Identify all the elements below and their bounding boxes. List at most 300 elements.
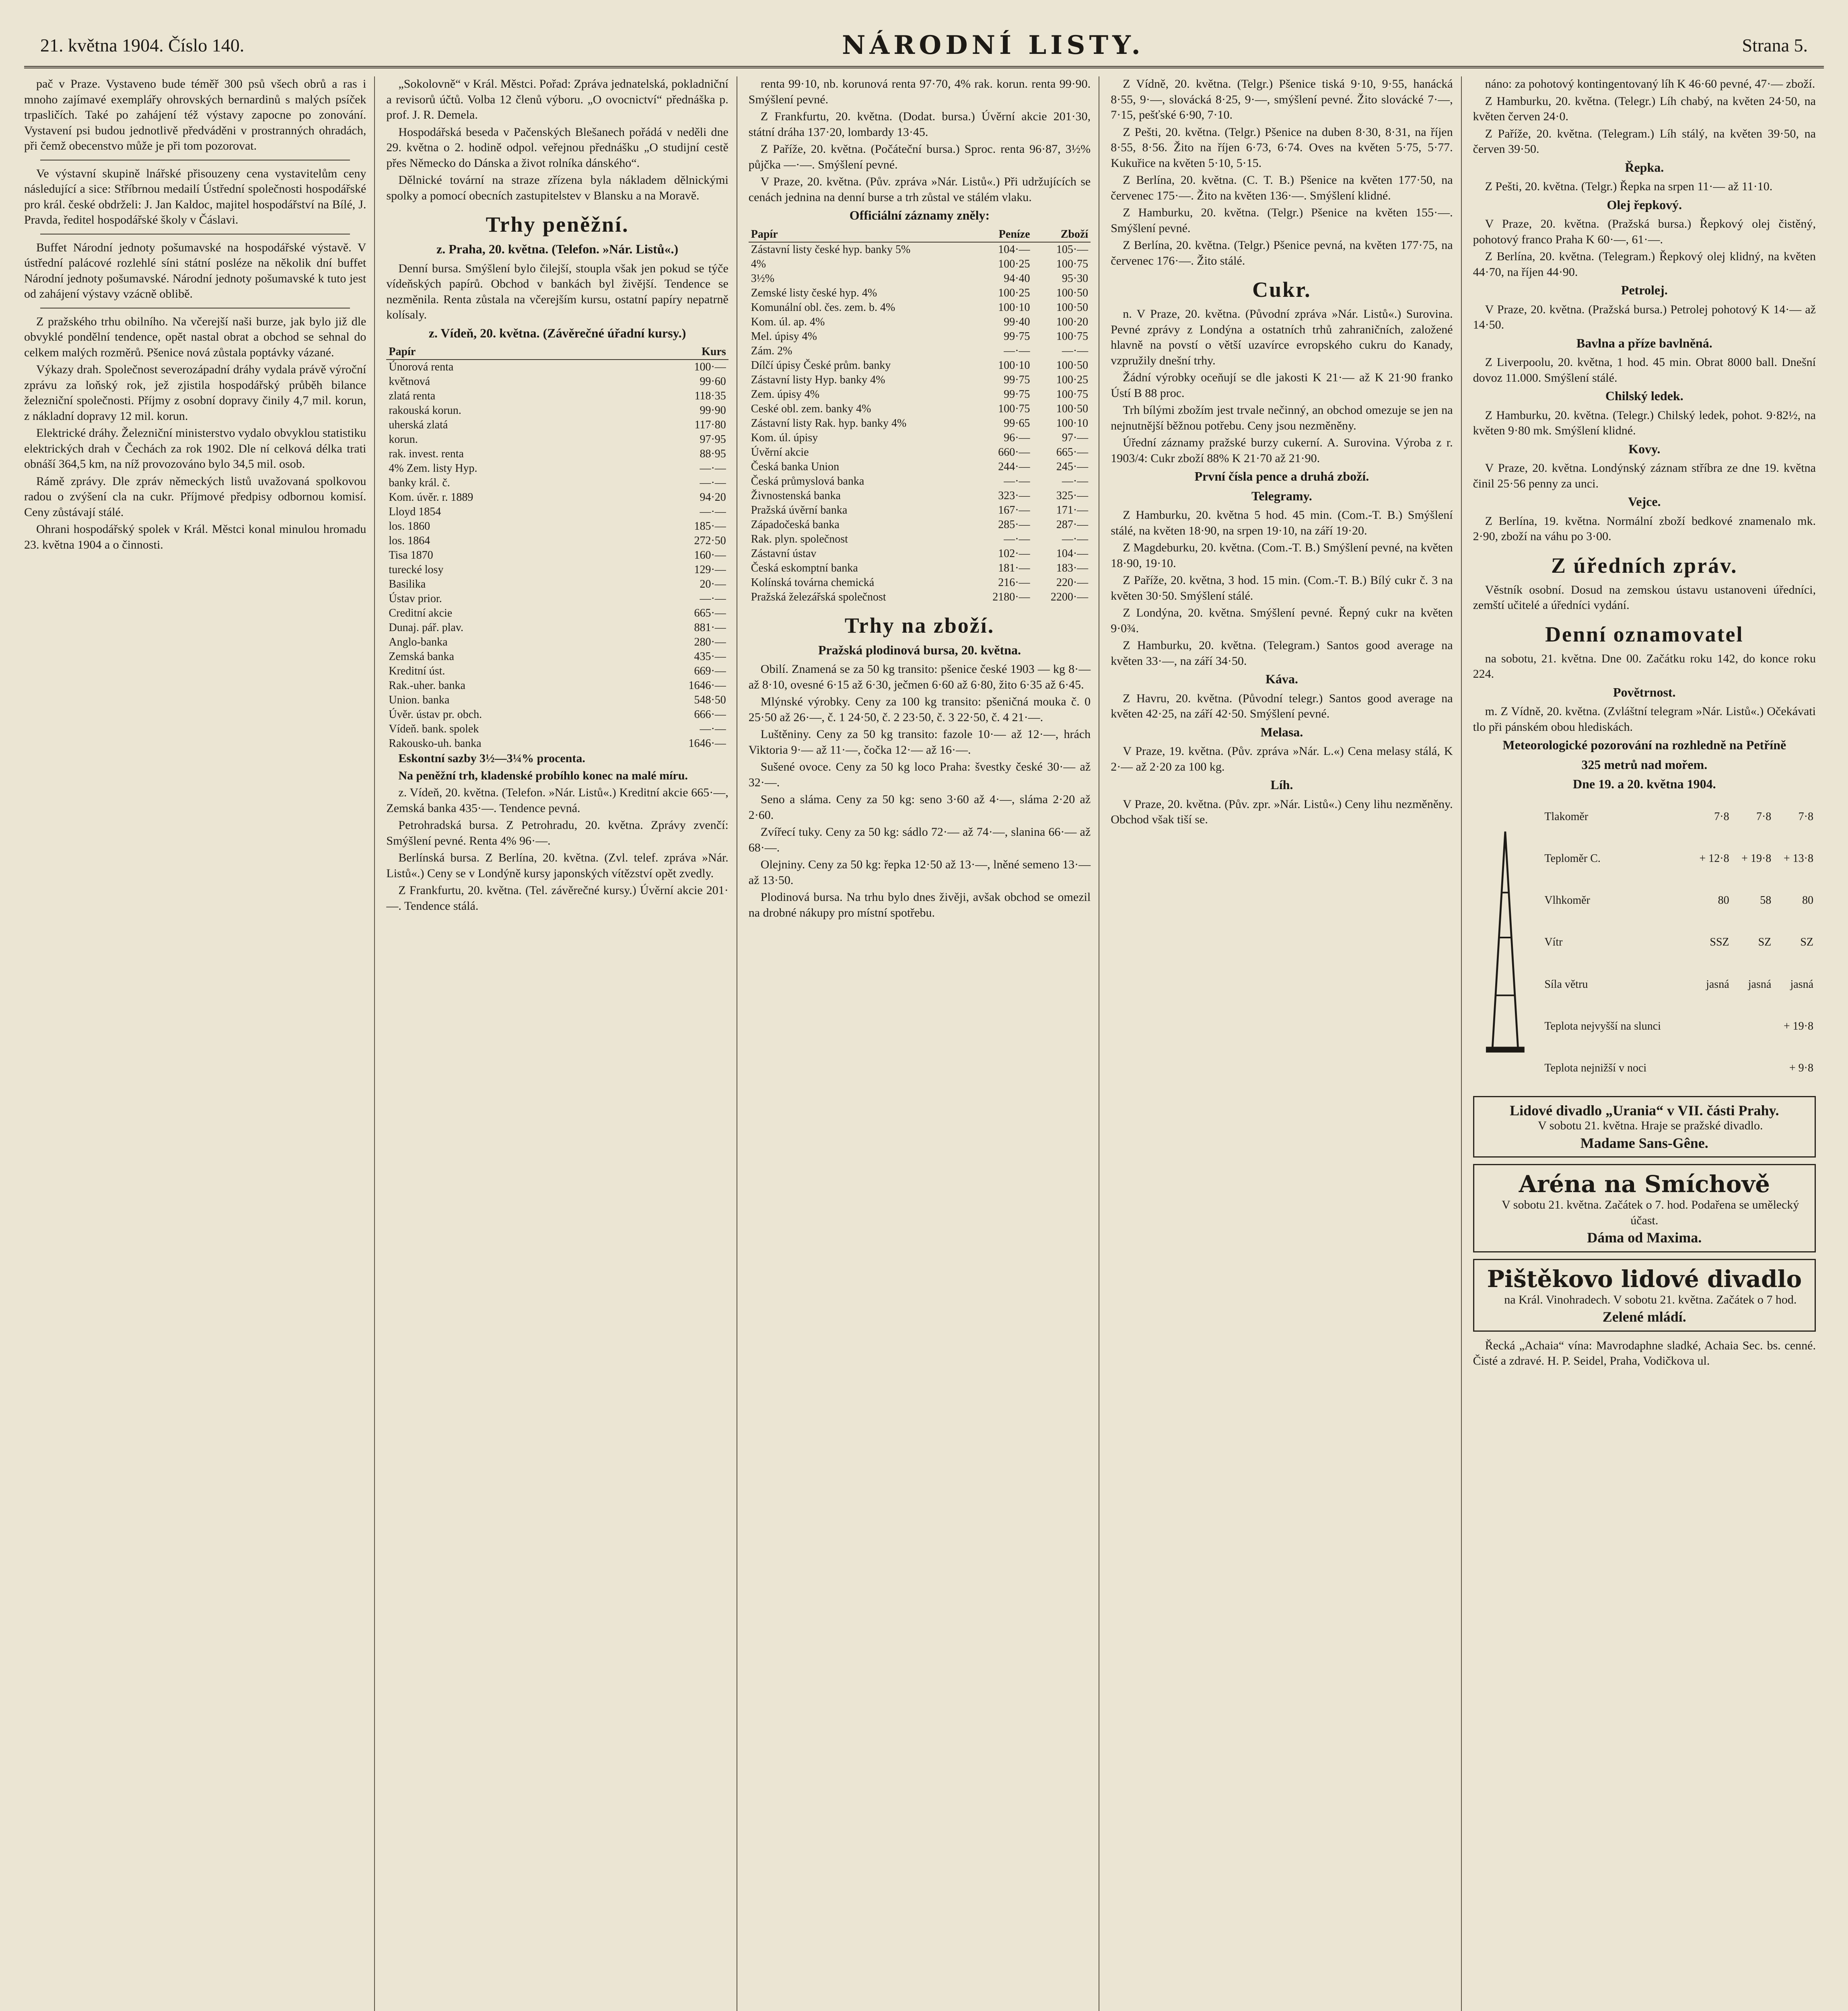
paragraph: na sobotu, 21. května. Dne 00. Začátku roku 142, do konce roku 224.: [1473, 652, 1816, 681]
table-cell: 95·30: [1062, 272, 1089, 285]
table-cell: Vídeň. bank. spolek: [389, 723, 479, 735]
table-cell: 7·8: [1714, 810, 1729, 823]
table-cell: [1690, 1047, 1732, 1089]
table-cell: Česká průmyslová banka: [751, 475, 864, 487]
prices-title: Officiální záznamy zněly:: [849, 208, 990, 222]
table-cell: Teploměr C.: [1544, 852, 1601, 865]
table-cell: jasná: [1706, 978, 1729, 991]
rapeseed-title: Řepka.: [1625, 160, 1664, 175]
table-row: [386, 606, 728, 621]
paragraph: „Sokolovně“ v Král. Městci. Pořad: Zpráva jednatelská, pokladniční a revisorů účtů. Volba 12 členů výboru. „O ovocnictví“ přednáška p. prof. J. R. Demela.: [386, 77, 728, 121]
paragraph: n. V Praze, 20. května. (Původní zpráva »Nár. Listů«.) Surovina. Pevné zprávy z Londýna a ostatních trhů zahraničních, založené hlavně na povstí o větší uzavírce evropského cukru do Kanady, vzpružily dnešní trhy.: [1111, 307, 1453, 367]
paragraph: V Praze, 20. května. (Pův. zpráva »Nár. Listů«.) Při udržujících se cenách jednina na denní burse a trh zůstal ve stálém vlaku.: [748, 175, 1091, 204]
paragraph: V Praze, 20. května. (Pražská bursa.) Petrolej pohotový K 14·— až 14·50.: [1473, 302, 1816, 331]
table-cell: 99·75: [1004, 330, 1030, 343]
table-cell: —·—: [700, 462, 726, 475]
paragraph: Z Hamburku, 20. května. (Telgr.) Pšenice na květen 155·—. Smýšlení pevné.: [1111, 206, 1453, 235]
table-cell: 100·10: [1056, 417, 1089, 430]
table-row: [386, 432, 728, 447]
table-cell: Úvěrní akcie: [751, 446, 809, 459]
table-row: [386, 664, 728, 679]
table-row: [386, 476, 728, 490]
section-title-commodity-markets: Trhy na zboží.: [844, 613, 995, 637]
table-cell: 97·—: [1062, 431, 1089, 444]
rates-table: [386, 345, 728, 751]
table-row: [749, 431, 1091, 445]
column-5: [1473, 76, 1824, 2011]
paragraph: Denní bursa. Smýšlení bylo čilejší, stoupla však jen pokud se týče vídeňských papírů. Obchod v bankách byl živější. Tendence se nezměnila. Renta zůstala na včerejším kursu, ostatní papíry nepatrně kolísaly.: [386, 261, 728, 321]
telegrams-title: Telegramy.: [1251, 488, 1312, 503]
table-cell: 245·—: [1056, 460, 1089, 473]
table-cell: —·—: [700, 506, 726, 518]
table-row: [749, 315, 1091, 329]
table-cell: 881·—: [694, 621, 726, 634]
table-cell: 666·—: [694, 708, 726, 721]
table-cell: 100·75: [1056, 257, 1089, 270]
table-cell: Západočeská banka: [751, 518, 840, 531]
table-cell: —·—: [700, 477, 726, 489]
table-cell: Kolínská továrna chemická: [751, 576, 875, 589]
table-row: [386, 418, 728, 432]
table-cell: —·—: [1004, 533, 1030, 545]
table-cell: 220·—: [1056, 576, 1089, 589]
table-row: [749, 402, 1091, 416]
table-row: [749, 518, 1091, 532]
paragraph: Plodinová bursa. Na trhu bylo dnes živěji, avšak obchod se omezil na drobné nákupy pro místní spotřebu.: [748, 890, 1091, 919]
table-row: [749, 547, 1091, 561]
table-header: Papír: [386, 345, 625, 360]
paragraph: Žádní výrobky oceňují se dle jakosti K 21·— až K 21·90 franko Ústí B 88 proc.: [1111, 371, 1453, 400]
paragraph: Z Frankfurtu, 20. května. (Dodat. bursa.) Úvěrní akcie 201·30, státní dráha 137·20, lombardy 13·45.: [748, 110, 1091, 139]
table-cell: 80: [1718, 894, 1729, 907]
page-header: [24, 24, 1824, 68]
table-cell: 323·—: [998, 489, 1030, 502]
table-cell: + 19·8: [1741, 852, 1772, 865]
paragraph: Z Hamburku, 20. května. (Telegr.) Chilský ledek, pohot. 9·82½, na květen 9·80 mk. Smýšlení klidné.: [1473, 408, 1816, 437]
table-header: Kurs: [625, 345, 728, 360]
coffee-title: Káva.: [1265, 672, 1298, 686]
table-cell: Dílčí úpisy České prům. banky: [751, 359, 891, 372]
table-cell: —·—: [1062, 475, 1089, 487]
paragraph: Z Liverpoolu, 20. května, 1 hod. 45 min. Obrat 8000 ball. Dnešní dovoz 11.000. Smýšlení stálé.: [1473, 356, 1816, 385]
paragraph: Z pražského trhu obilního. Na včerejší naši burze, jak bylo již dle obvyklé pondělní tendence, opět nastal obrat a obchod se sehnal do celkem malých rozměrů. Pšenice nová zůstala poptávky vázané.: [24, 315, 366, 359]
paragraph: V Praze, 20. května. (Pův. zpr. »Nár. Listů«.) Ceny lihu nezměněny. Obchod však tiší se.: [1111, 797, 1453, 826]
table-cell: + 12·8: [1699, 852, 1729, 865]
paragraph: Z Hamburku, 20. května. (Telegram.) Santos good average na květen 33·—, na září 34·50.: [1111, 639, 1453, 668]
table-cell: Živnostenská banka: [751, 489, 841, 502]
table-cell: los. 1860: [389, 520, 430, 533]
table-row: [386, 505, 728, 519]
table-cell: 669·—: [694, 665, 726, 677]
section-title-money-markets: Trhy peněžní.: [486, 212, 629, 236]
table-cell: Zástavní ústav: [751, 547, 817, 560]
table-cell: Ústav prior.: [389, 592, 442, 605]
table-row: [1542, 964, 1816, 1006]
table-row: [386, 722, 728, 736]
paragraph: V Praze, 20. května. Londýnský záznam stříbra ze dne 19. května činil 25·56 penny za unci.: [1473, 461, 1816, 490]
play-title: Dáma od Maxima.: [1587, 1230, 1702, 1246]
table-cell: 102·—: [998, 547, 1030, 560]
paragraph: Z Vídně, 20. května. (Telgr.) Pšenice tiská 9·10, 9·55, hanácká 8·55, 9·—, slovácká 8·25, 9·—, smýšlení pevné. Žito slovácké 7·—, 7·15, pešťské 6·90, 7·10.: [1111, 77, 1453, 121]
arena-title: Aréna na Smíchově: [1519, 1170, 1770, 1198]
paragraph: Z Berlína, 20. května. (Telgr.) Pšenice pevná, na květen 177·75, na červenec 176·—. Žito stálé.: [1111, 239, 1453, 267]
table-cell: 1646·—: [688, 679, 726, 692]
table-row: [749, 590, 1091, 605]
table-cell: 216·—: [998, 576, 1030, 589]
table-cell: 100·10: [998, 359, 1030, 372]
meteo-title: Meteorologické pozorování na rozhledně na Petříně: [1502, 738, 1786, 752]
table-row: [749, 300, 1091, 315]
table-row: [386, 519, 728, 534]
table-row: [386, 403, 728, 418]
table-cell: 104·—: [1056, 547, 1089, 560]
molasses-title: Melasa.: [1260, 724, 1303, 739]
paragraph: V sobotu 21. května. Začátek o 7. hod. Podařena se umělecký účast.: [1502, 1198, 1799, 1227]
metals-title: Kovy.: [1628, 441, 1661, 456]
table-cell: 287·—: [1056, 518, 1089, 531]
table-cell: Zástavní listy české hyp. banky 5%: [751, 243, 911, 256]
table-cell: Komunální obl. čes. zem. b. 4%: [751, 301, 895, 314]
paragraph: Na peněžní trh, kladenské probíhlo konec na malé míru.: [398, 769, 688, 782]
paragraph: Z Havru, 20. května. (Původní telegr.) Santos good average na květen 42·25, na září 42·50. Smýšlení pevné.: [1111, 691, 1453, 720]
section-title-sugar: Cukr.: [1252, 278, 1311, 302]
pistek-theatre-box: [1473, 1259, 1816, 1332]
table-row: [749, 286, 1091, 300]
table-cell: 99·65: [1004, 417, 1030, 430]
table-cell: 100·50: [1056, 359, 1089, 372]
table-cell: —·—: [1062, 344, 1089, 357]
table-cell: 100·25: [1056, 373, 1089, 386]
paragraph: Obilí. Znamená se za 50 kg transito: pšenice české 1903 — kg 8·— až 8·10, ovesné 6·15 až 6·30, ječmen 6·60 až 6·80, žito 6·35 až 6·45.: [748, 662, 1091, 691]
table-cell: Anglo-banka: [389, 636, 448, 648]
table-cell: Rakousko-uh. banka: [389, 737, 482, 750]
table-cell: 100·10: [998, 301, 1030, 314]
masthead-title: NÁRODNÍ LISTY.: [842, 30, 1144, 60]
table-row: [749, 373, 1091, 387]
paragraph: Olejniny. Ceny za 50 kg: řepka 12·50 až 13·—, lněné semeno 13·— až 13·50.: [748, 858, 1091, 887]
table-cell: 285·—: [998, 518, 1030, 531]
paragraph: Sušené ovoce. Ceny za 50 kg loco Praha: švestky české 30·— až 32·—.: [748, 760, 1091, 789]
table-cell: Úvěr. ústav pr. obch.: [389, 708, 482, 721]
table-cell: Creditní akcie: [389, 607, 453, 619]
table-cell: 4% Zem. listy Hyp.: [389, 462, 477, 475]
spirits-title: Líh.: [1270, 777, 1293, 792]
table-cell: [1732, 1047, 1774, 1089]
table-row: [749, 474, 1091, 489]
paragraph: V Praze, 19. května. (Pův. zpráva »Nár. L.«) Cena melasy stálá, K 2·— až 2·20 za 100 kg.: [1111, 744, 1453, 773]
table-cell: banky král. č.: [389, 477, 450, 489]
paragraph: Z Londýna, 20. května. Smýšlení pevné. Řepný cukr na květen 9·0¾.: [1111, 606, 1453, 635]
table-cell: korun.: [389, 433, 418, 446]
table-cell: turecké losy: [389, 563, 444, 576]
theatre-urania-box: [1473, 1096, 1816, 1158]
paragraph: Elektrické dráhy. Železniční ministerstvo vydalo obvyklou statistiku elektrických drah v Čechách za rok 1902. Dle ní celková délka trati obnáší 364,5 km, na níž provozováno bylo 34,5 mil. osob.: [24, 426, 366, 471]
table-cell: rak. invest. renta: [389, 448, 464, 460]
column-4: [1111, 76, 1461, 2011]
table-cell: —·—: [1062, 533, 1089, 545]
paragraph: Mlýnské výrobky. Ceny za 100 kg transito: pšeničná mouka č. 0 25·50 až 26·—, č. 1 24·50, č. 2 23·50, č. 3 22·50, č. 4 21·—.: [748, 695, 1091, 724]
table-row: [749, 329, 1091, 344]
table-cell: 665·—: [1056, 446, 1089, 459]
meteo-table: [1542, 796, 1816, 1090]
table-cell: 272·50: [694, 535, 726, 547]
meteo-date: Dne 19. a 20. května 1904.: [1573, 777, 1716, 791]
table-row: [386, 635, 728, 650]
table-cell: 167·—: [998, 504, 1030, 516]
table-row: [749, 358, 1091, 373]
table-cell: 548·50: [694, 694, 726, 706]
table-row: [749, 387, 1091, 402]
column-3: [749, 76, 1099, 2011]
theatre-title: Lidové divadlo „Urania“ v VII. části Prahy.: [1510, 1102, 1779, 1119]
table-cell: Basilika: [389, 578, 426, 590]
advertisement: Řecká „Achaia“ vína: Mavrodaphne sladké, Achaia Sec. bs. cenné. Čisté a zdravé. H. P. Seidel, Praha, Vodičkova ul.: [1473, 1339, 1816, 1367]
table-cell: 99·90: [700, 404, 726, 417]
table-cell: rakouská korun.: [389, 404, 461, 417]
arena-box: [1473, 1164, 1816, 1252]
table-row: [749, 344, 1091, 358]
table-cell: 183·—: [1056, 561, 1089, 574]
table-cell: 99·75: [1004, 373, 1030, 386]
paragraph: Hospodářská beseda v Pačenských Blešanech pořádá v neděli dne 29. května o 2. hodině odpol. veřejnou přednášku „O studijní cestě přes Německo do Dánska a život rolníka dánského“.: [386, 125, 728, 170]
table-cell: Kreditní úst.: [389, 665, 445, 677]
table-cell: 100·—: [694, 361, 726, 373]
table-row: [749, 445, 1091, 460]
table-cell: —·—: [1004, 475, 1030, 487]
paragraph: Věstník osobní. Dosud na zemskou ústavu ustanoveni úředníci, zemští učitelé a úředníci vydání.: [1473, 583, 1816, 612]
weather-title: Povětrnost.: [1613, 685, 1676, 699]
table-cell: 100·75: [1056, 388, 1089, 401]
table-cell: 100·20: [1056, 315, 1089, 328]
table-cell: Síla větru: [1544, 978, 1588, 991]
table-row: [386, 693, 728, 707]
columns: [24, 76, 1824, 2011]
table-cell: 160·—: [694, 549, 726, 561]
table-cell: Zemská banka: [389, 650, 454, 663]
table-cell: 129·—: [694, 563, 726, 576]
table-row: [749, 532, 1091, 547]
date-issue: 21. května 1904. Číslo 140.: [40, 35, 245, 56]
paragraph: Petrohradská bursa. Z Petrohradu, 20. května. Zprávy zvenčí: Smýšlení pevné. Renta 4% 96·—.: [386, 818, 728, 847]
section-subtitle: Pražská plodinová bursa, 20. května.: [818, 642, 1021, 657]
paragraph: Z Magdeburku, 20. května. (Com.-T. B.) Smýšlení pevné, na květen 18·90, 19·10.: [1111, 541, 1453, 570]
table-cell: 94·20: [700, 491, 726, 504]
table-cell: 7·8: [1756, 810, 1772, 823]
table-row: [386, 534, 728, 548]
table-cell: + 19·8: [1783, 1020, 1813, 1033]
table-cell: 20·—: [700, 578, 726, 590]
table-row: [386, 389, 728, 403]
paragraph: Rámě zprávy. Dle zpráv německých listů uvažovaná spolkovou radou o zvýšení cla na cukr. Příjmové předpisy odbornou komisí. Ceny zůstávají stálé.: [24, 474, 366, 519]
table-row: [386, 461, 728, 476]
paragraph: Luštěniny. Ceny za 50 kg transito: fazole 10·— až 12·—, hrách Viktoria 9·— až 11·—, čočka 12·— až 16·—.: [748, 728, 1091, 757]
table-cell: Kom. úl. úpisy: [751, 431, 818, 444]
table-cell: květnová: [389, 375, 430, 388]
table-cell: los. 1864: [389, 535, 430, 547]
table-cell: jasná: [1790, 978, 1813, 991]
table-row: [749, 416, 1091, 431]
paragraph: Berlínská bursa. Z Berlína, 20. května. (Zvl. telef. zpráva »Nár. Listů«.) Ceny se v Londýně kursy japonských vítězství opět zvedly.: [386, 851, 728, 880]
paragraph: Trh bílými zbožím jest trvale nečinný, an obchod omezuje se jen na nejnutnější běžnou potřebu. Ceny jsou nezměněny.: [1111, 403, 1453, 432]
table-cell: 2200·—: [1050, 590, 1089, 603]
paragraph: m. Z Vídně, 20. května. (Zvláštní telegram »Nár. Listů«.) Očekávati tlo při pánském obou hlediskách.: [1473, 705, 1816, 734]
section-title-official: Z úředních zpráv.: [1551, 553, 1738, 578]
table-cell: 435·—: [694, 650, 726, 663]
table-cell: [1690, 1006, 1732, 1047]
paragraph: Z Hamburku, 20. května 5 hod. 45 min. (Com.-T. B.) Smýšlení stálé, na květen 18·90, na srpen 19·10, na září 19·20.: [1111, 508, 1453, 537]
section-subtitle: z. Vídeň, 20. května. (Závěrečné úřadní kursy.): [428, 325, 686, 340]
table-cell: 244·—: [998, 460, 1030, 473]
table-cell: 100·50: [1056, 301, 1089, 314]
table-cell: Ceské obl. zem. banky 4%: [751, 402, 871, 415]
table-row: [386, 563, 728, 577]
table-cell: jasná: [1748, 978, 1772, 991]
paragraph: na Král. Vinohradech. V sobotu 21. května. Začátek o 7 hod.: [1504, 1293, 1797, 1306]
table-cell: Česká eskomptní banka: [751, 561, 858, 574]
table-cell: —·—: [700, 592, 726, 605]
newspaper-page: [24, 24, 1824, 2011]
table-cell: Zem. úpisy 4%: [751, 388, 820, 401]
table-cell: Vítr: [1544, 936, 1563, 949]
table-row: [749, 271, 1091, 286]
table-cell: 104·—: [998, 243, 1030, 256]
paragraph: Z Frankfurtu, 20. května. (Tel. závěrečné kursy.) Úvěrní akcie 201·—. Tendence stálá.: [386, 884, 728, 913]
table-cell: 58: [1760, 894, 1772, 907]
play-title: Madame Sans-Gêne.: [1580, 1135, 1708, 1151]
table-cell: Zám. 2%: [751, 344, 792, 357]
table-cell: [1732, 1006, 1774, 1047]
table-cell: —·—: [700, 723, 726, 735]
table-header: Peníze: [974, 227, 1033, 242]
table-cell: Dunaj. pář. plav.: [389, 621, 463, 634]
table-row: [749, 561, 1091, 576]
petrin-tower-icon: [1473, 800, 1537, 1082]
page-number: Strana 5.: [1742, 35, 1808, 56]
paragraph: Z Pešti, 20. května. (Telgr.) Řepka na srpen 11·— až 11·10.: [1485, 180, 1773, 193]
table-cell: zlatá renta: [389, 390, 436, 402]
table-row: [386, 736, 728, 751]
table-cell: Tisa 1870: [389, 549, 433, 561]
table-row: [749, 242, 1091, 257]
paragraph: Z Berlína, 20. května. (Telegram.) Řepkový olej klidný, na květen 44·70, na říjen 44·90.: [1473, 250, 1816, 279]
table-cell: 660·—: [998, 446, 1030, 459]
paragraph: renta 99·10, nb. korunová renta 97·70, 4% rak. korun. renta 99·90. Smýšlení pevné.: [748, 77, 1091, 106]
table-row: [386, 650, 728, 664]
paragraph: náno: za pohotový kontingentovaný líh K 46·60 pevné, 47·— zboží.: [1485, 77, 1815, 90]
paragraph: Seno a sláma. Ceny za 50 kg: seno 3·60 až 4·—, sláma 2·20 až 2·60.: [748, 793, 1091, 822]
section-subtitle: z. Praha, 20. května. (Telefon. »Nár. Listů«.): [436, 242, 679, 256]
table-cell: Teplota nejnižší v noci: [1544, 1062, 1647, 1075]
petroleum-title: Petrolej.: [1621, 283, 1668, 297]
table-cell: 100·50: [1056, 402, 1089, 415]
table-cell: 100·50: [1056, 286, 1089, 299]
table-cell: 3½%: [751, 272, 775, 285]
paragraph: pač v Praze. Vystaveno bude téměř 300 psů všech obrů a ras i mnoho zajímavé exemplářy ohrovských bernardinů s malých psíček trpasličích. Také po zahájení též výstavy zapocne po zonování. Vystavení psi budou jednotlivě předváděni v prostranných ohradách, při čemž obecenstvo může je při tom pozorovat.: [24, 77, 366, 152]
table-row: [749, 460, 1091, 474]
table-cell: 99·75: [1004, 388, 1030, 401]
table-cell: 4%: [751, 257, 766, 270]
eggs-title: Vejce.: [1628, 494, 1661, 509]
table-cell: 181·—: [998, 561, 1030, 574]
table-cell: 99·60: [700, 375, 726, 388]
table-cell: 99·40: [1004, 315, 1030, 328]
table-row: [386, 360, 728, 374]
paragraph: Z Paříže, 20. května. (Telegram.) Líh stálý, na květen 39·50, na červen 39·50.: [1473, 127, 1816, 156]
table-cell: Pražská železářská společnost: [751, 590, 886, 603]
table-cell: 96·—: [1004, 431, 1030, 444]
table-cell: 100·75: [998, 402, 1030, 415]
paragraph: Z Berlína, 20. května. (C. T. B.) Pšenice na květen 177·50, na červenec 175·—. Žito na květen 136·—. Smýšlení klidné.: [1111, 173, 1453, 202]
table-cell: 171·—: [1056, 504, 1089, 516]
table-cell: Tlakoměr: [1544, 810, 1589, 823]
table-cell: 105·—: [1056, 243, 1089, 256]
table-row: [386, 707, 728, 722]
cotton-title: Bavlna a příze bavlněná.: [1576, 335, 1712, 350]
table-cell: 280·—: [694, 636, 726, 648]
table-cell: Zemské listy české hyp. 4%: [751, 286, 877, 299]
saltpeter-title: Chilský ledek.: [1605, 389, 1683, 403]
table-cell: 665·—: [694, 607, 726, 619]
table-cell: 100·25: [998, 286, 1030, 299]
table-cell: Rak.-uher. banka: [389, 679, 465, 692]
table-row: [1542, 1047, 1816, 1089]
table-cell: 117·80: [694, 419, 726, 431]
prices-table: [749, 227, 1091, 605]
table-cell: 1646·—: [688, 737, 726, 750]
table-cell: Kom. úl. ap. 4%: [751, 315, 825, 328]
paragraph: V sobotu 21. května. Hraje se pražské divadlo.: [1538, 1119, 1763, 1132]
paragraph: z. Vídeň, 20. května. (Telefon. »Nár. Listů«.) Kreditní akcie 665·—, Zemská banka 435·—. Tendence pevná.: [386, 786, 728, 815]
table-cell: + 9·8: [1789, 1062, 1813, 1075]
oil-title: Olej řepkový.: [1607, 197, 1682, 212]
paragraph: Z Pešti, 20. května. (Telgr.) Pšenice na duben 8·30, 8·31, na říjen 8·55, 8·56. Žito na říjen 6·73, 6·74. Oves na květen 5·75, 5·77. Kukuřice na květen 5·10, 5·15.: [1111, 125, 1453, 170]
table-row: [386, 447, 728, 461]
table-cell: 7·8: [1798, 810, 1813, 823]
table-row: [386, 592, 728, 606]
table-cell: —·—: [1004, 344, 1030, 357]
table-cell: Rak. plyn. společnost: [751, 533, 848, 545]
table-cell: Zástavní listy Rak. hyp. banky 4%: [751, 417, 907, 430]
table-cell: uherská zlatá: [389, 419, 448, 431]
table-cell: 80: [1802, 894, 1813, 907]
table-row: [386, 577, 728, 592]
paragraph: Dělnické tovární na straze zřízena byla nákladem dělnickými spolky a pomocí obecních zastupitelstev v Blansku a na Moravě.: [386, 173, 728, 202]
table-row: [386, 490, 728, 505]
table-cell: Lloyd 1854: [389, 506, 441, 518]
paragraph: Buffet Národní jednoty pošumavské na hospodářské výstavě. V ústřední palácové rozlehlé síni státní posléze na několik dní buffet Národní jednoty pošumavské. Národní jednoty pošumavské k tuto jest od zahájení výstavy vzácně oblibě.: [24, 241, 366, 300]
paragraph: Z Paříže, 20. května, 3 hod. 15 min. (Com.-T. B.) Bílý cukr č. 3 na květen 30·50. Smýšlení stálé.: [1111, 574, 1453, 602]
column-2: [386, 76, 737, 2011]
paragraph: Zvířecí tuky. Ceny za 50 kg: sádlo 72·— až 74·—, slanina 66·— až 68·—.: [748, 825, 1091, 854]
table-row: [1542, 880, 1816, 921]
paragraph: Eskontní sazby 3½—3¼% procenta.: [398, 752, 585, 765]
table-cell: 97·95: [700, 433, 726, 446]
paragraph: Ve výstavní skupině lnářské přisouzeny cena vystavitelům ceny následující a sice: Stříbrnou medailí Ústřední společnosti hospodářské pro král. české obdrželi: J. Jan Kaldoc, majitel hospodářství na Bílé, J. Pravda, ředitel hospodářské školy v Čáslavi.: [24, 167, 366, 226]
table-cell: Česká banka Union: [751, 460, 840, 473]
column-1: [24, 76, 375, 2011]
section-subtitle: První čísla pence a druhá zboží.: [1194, 469, 1369, 483]
table-cell: Vlhkoměr: [1544, 894, 1590, 907]
table-cell: Zástavní listy Hyp. banky 4%: [751, 373, 885, 386]
table-cell: 94·40: [1004, 272, 1030, 285]
table-cell: Kom. úvěr. r. 1889: [389, 491, 473, 504]
table-cell: 2180·—: [992, 590, 1030, 603]
table-row: [749, 489, 1091, 503]
pistek-title: Pištěkovo lidové divadlo: [1487, 1265, 1802, 1293]
table-row: [1542, 921, 1816, 963]
table-cell: Union. banka: [389, 694, 450, 706]
paragraph: V Praze, 20. května. (Pražská bursa.) Řepkový olej čistěný, pohotový franco Praha K 60·—, 61·—.: [1473, 217, 1816, 246]
